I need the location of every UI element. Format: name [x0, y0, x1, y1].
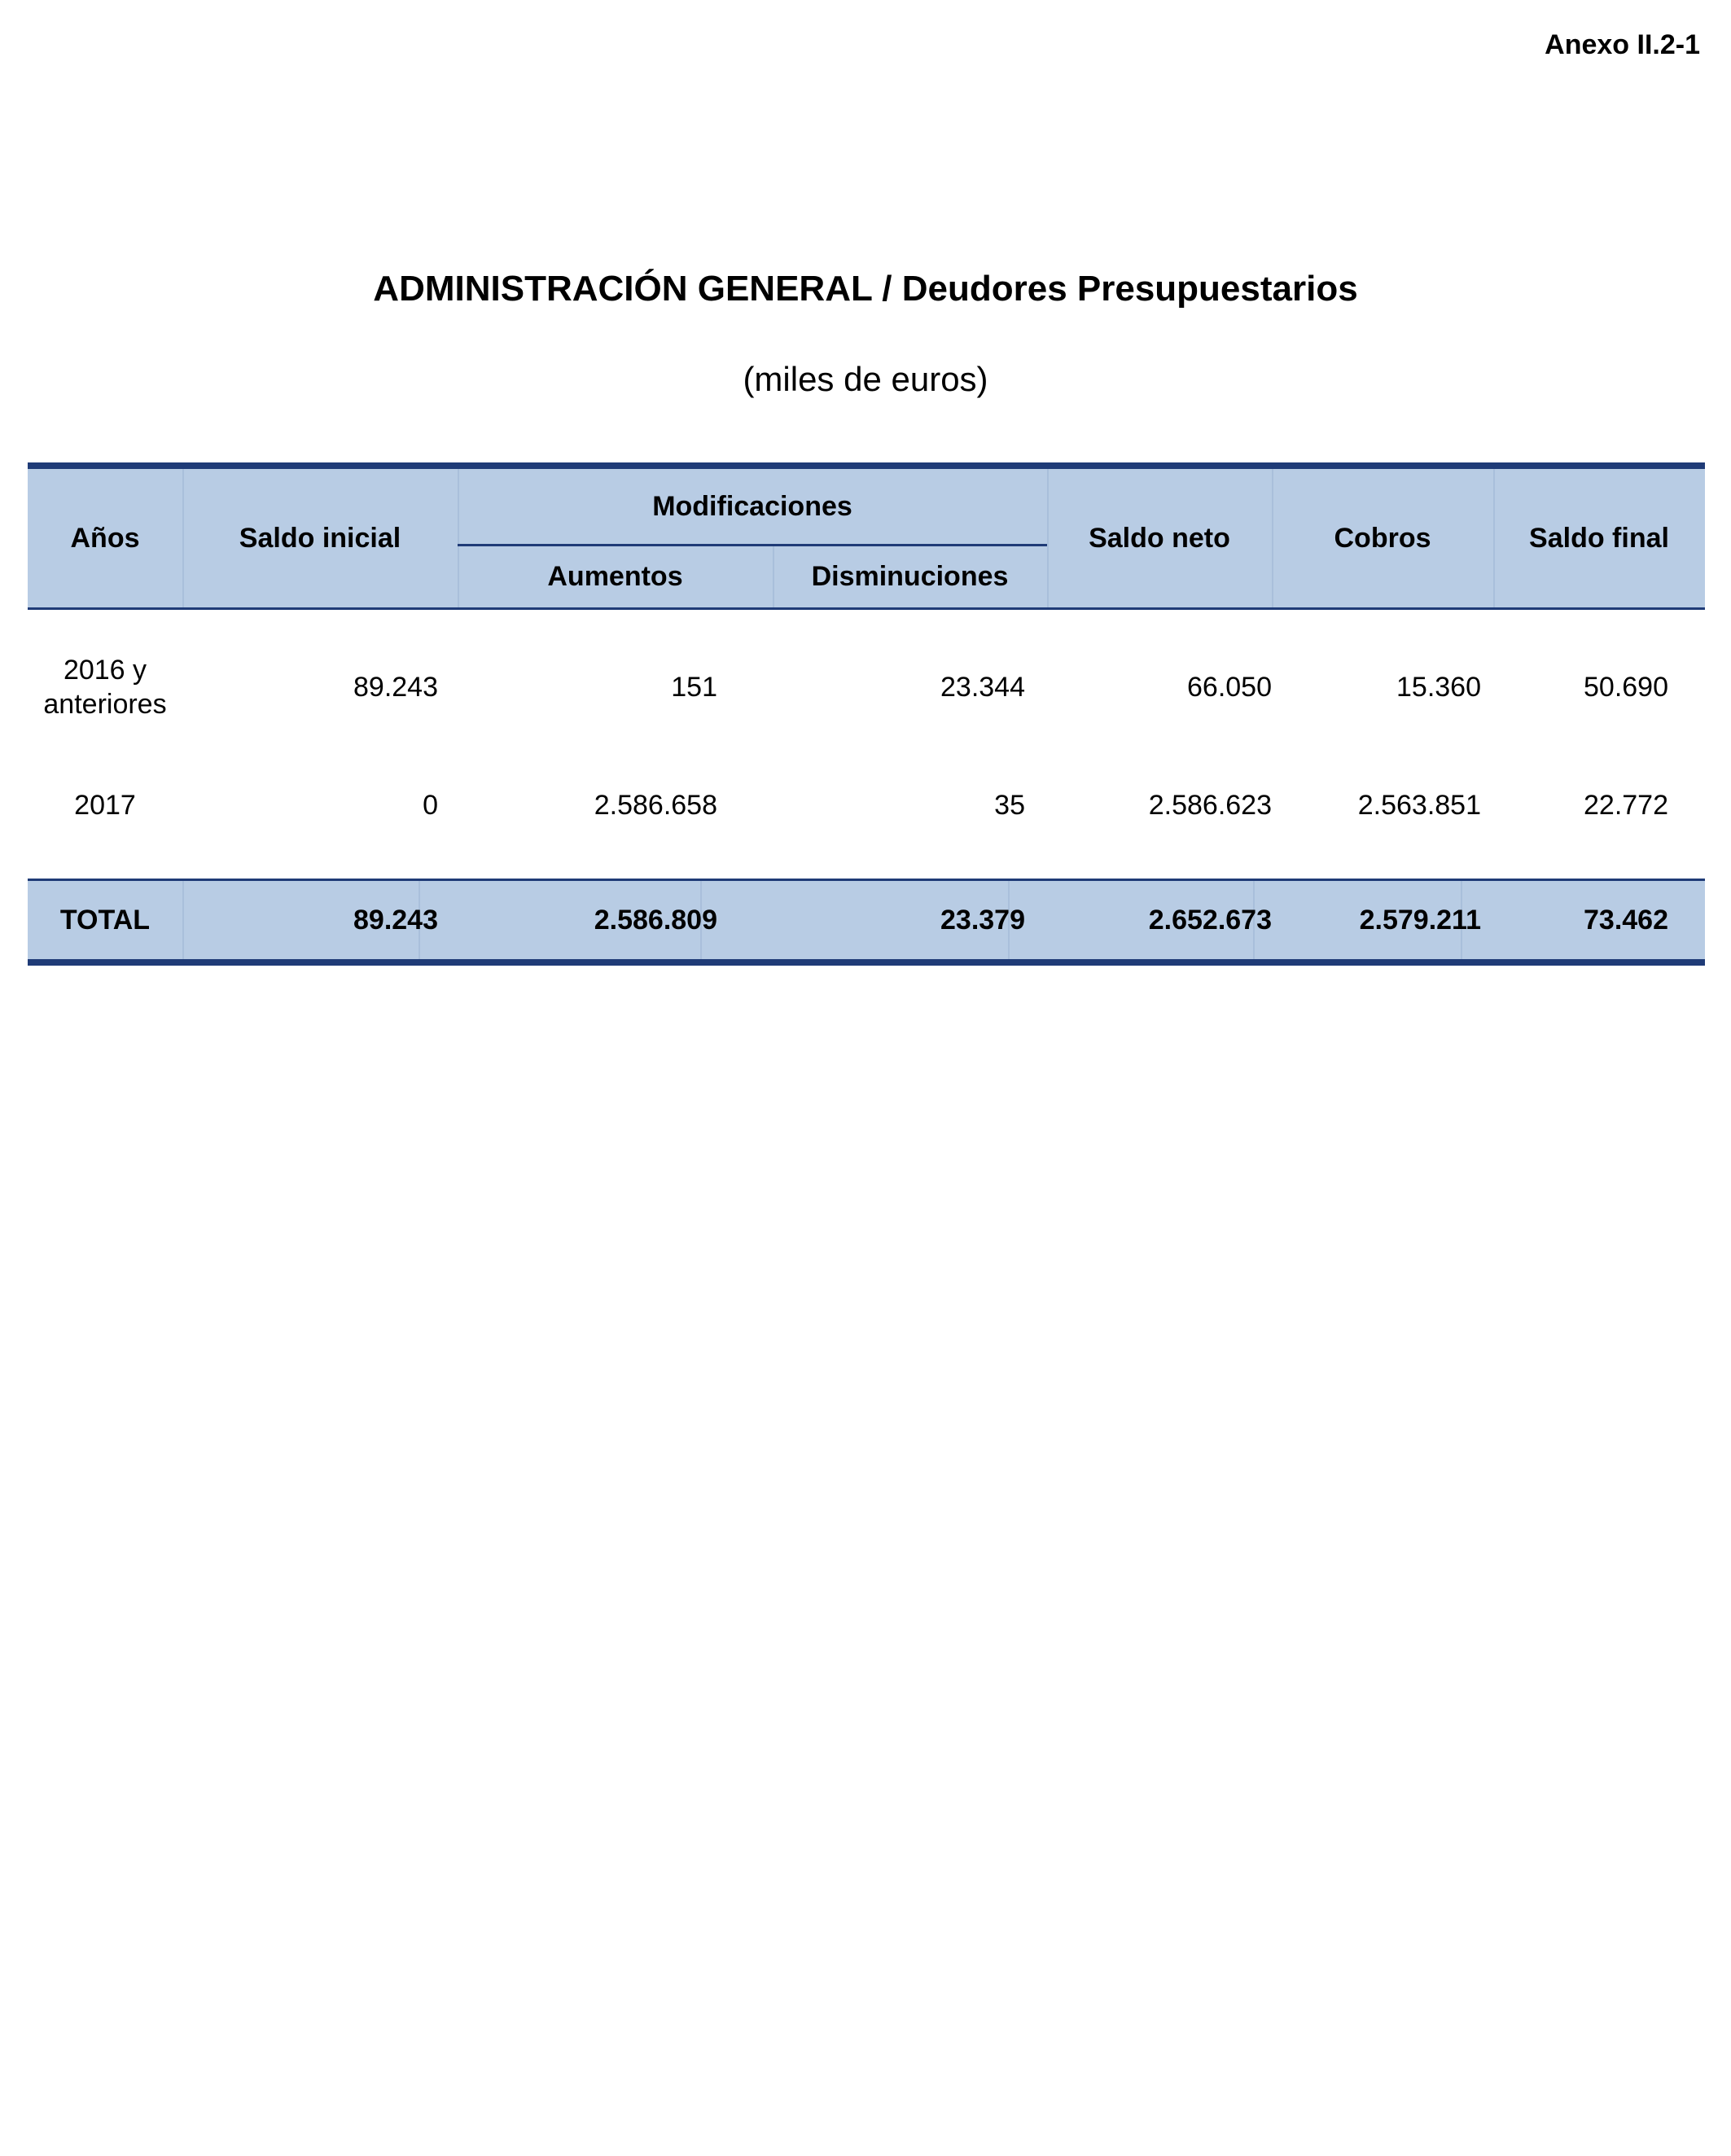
header-increases: Aumentos: [547, 561, 683, 592]
year-cell-line1: 2016 y: [63, 655, 147, 686]
opening-balance-cell: 89.243: [353, 671, 438, 703]
closing-balance-cell: 22.772: [1584, 789, 1668, 821]
total-decreases: 23.379: [940, 904, 1025, 936]
collections-cell: 15.360: [1396, 671, 1481, 703]
total-row: [28, 879, 1705, 959]
header-collections: Cobros: [1334, 522, 1431, 554]
total-increases: 2.586.809: [594, 904, 717, 936]
header-net-balance: Saldo neto: [1089, 522, 1230, 554]
total-collections: 2.579.211: [1359, 904, 1481, 936]
year-cell-line2: anteriores: [43, 689, 167, 720]
net-balance-cell: 66.050: [1187, 671, 1272, 703]
header-decreases: Disminuciones: [811, 561, 1009, 592]
header-opening-balance: Saldo inicial: [239, 522, 401, 554]
table-header: [28, 469, 1705, 610]
table-bottom-border: [28, 959, 1705, 966]
debtors-table: [28, 462, 1705, 966]
table-row: [28, 642, 182, 732]
total-net-balance: 2.652.673: [1148, 904, 1272, 936]
increases-cell: 2.586.658: [594, 789, 717, 821]
net-balance-cell: 2.586.623: [1148, 789, 1272, 821]
year-cell: 2017: [74, 790, 136, 821]
annex-label: Anexo II.2-1: [1545, 29, 1700, 60]
total-opening-balance: 89.243: [353, 904, 438, 936]
opening-balance-cell: 0: [423, 789, 438, 821]
page-title: ADMINISTRACIÓN GENERAL / Deudores Presupuestarios: [373, 269, 1358, 309]
total-closing-balance: 73.462: [1584, 904, 1668, 936]
table-top-border: [28, 462, 1705, 469]
collections-cell: 2.563.851: [1357, 789, 1481, 821]
header-modifications: Modificaciones: [652, 490, 852, 522]
closing-balance-cell: 50.690: [1584, 671, 1668, 703]
header-years: Años: [70, 522, 140, 554]
decreases-cell: 23.344: [940, 671, 1025, 703]
table-body: [28, 610, 1705, 879]
decreases-cell: 35: [994, 789, 1025, 821]
total-label: TOTAL: [59, 905, 151, 936]
increases-cell: 151: [671, 671, 717, 703]
header-closing-balance: Saldo final: [1529, 522, 1669, 554]
page-subtitle: (miles de euros): [743, 360, 988, 398]
